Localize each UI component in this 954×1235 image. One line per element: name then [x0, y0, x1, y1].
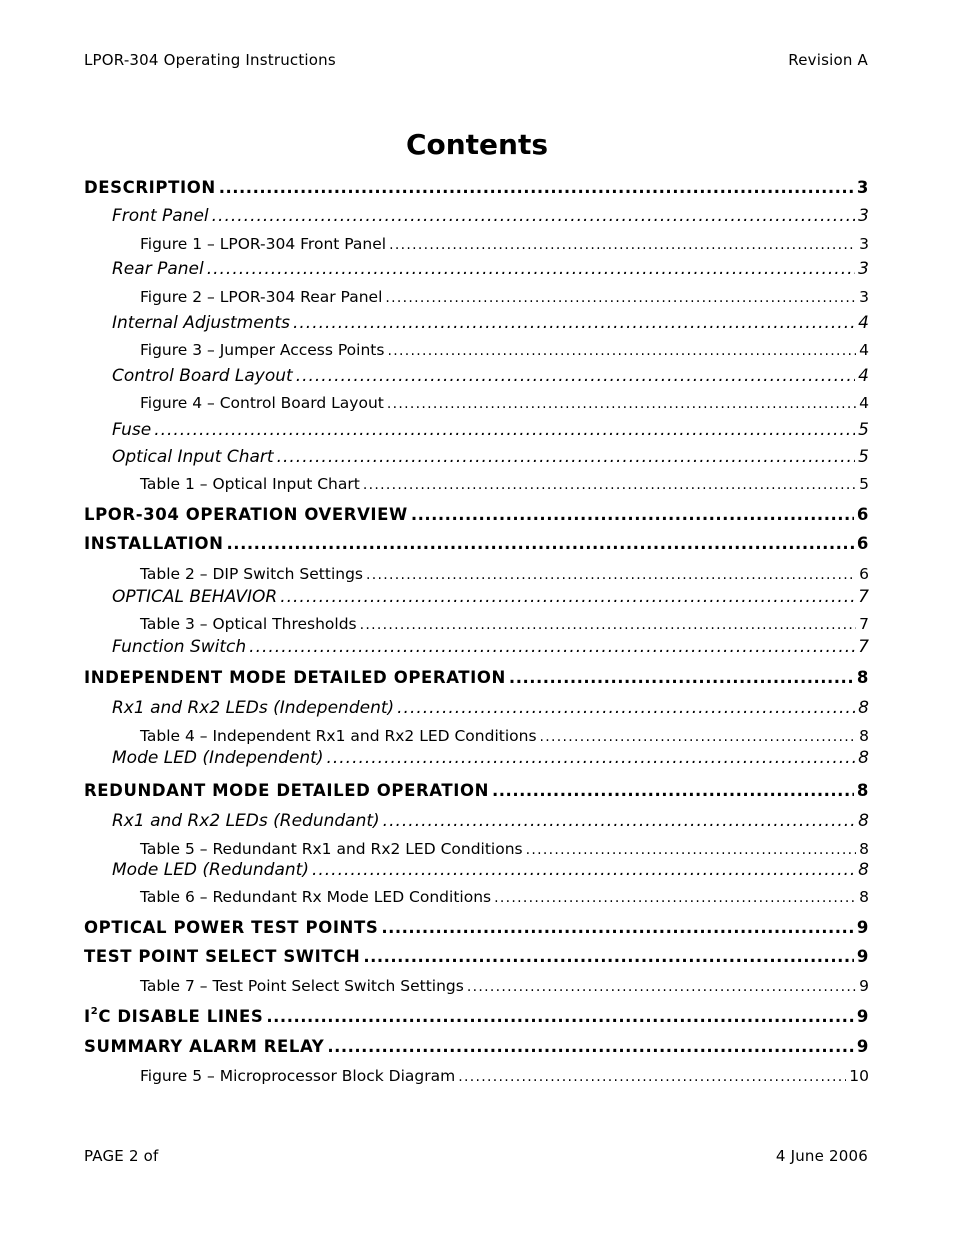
toc-dot-leader: [360, 617, 857, 633]
header-document-title: LPOR-304 Operating Instructions: [84, 51, 336, 69]
toc-entry-page: 5: [858, 447, 869, 467]
toc-dot-leader: [249, 637, 855, 657]
toc-entry-level3[interactable]: [140, 475, 869, 493]
toc-dot-leader: [212, 206, 856, 226]
toc-entry-label: DESCRIPTION: [84, 178, 216, 197]
toc-entry-label: Table 7 – Test Point Select Switch Settings: [140, 977, 464, 995]
toc-entry-level1[interactable]: [84, 668, 869, 687]
toc-entry-label: REDUNDANT MODE DETAILED OPERATION: [84, 781, 490, 800]
toc-entry-page: 10: [849, 1067, 869, 1085]
footer-date: 4 June 2006: [775, 1147, 868, 1165]
footer-page-number: PAGE 2 of: [84, 1147, 159, 1165]
page-title: Contents: [405, 128, 549, 161]
toc-dot-leader: [363, 947, 854, 966]
toc-entry-level2[interactable]: [112, 259, 869, 279]
toc-entry-label: Control Board Layout: [112, 366, 293, 386]
toc-entry-level2[interactable]: [112, 206, 869, 226]
toc-entry-label: INDEPENDENT MODE DETAILED OPERATION: [84, 668, 506, 687]
toc-entry-level3[interactable]: [140, 840, 869, 858]
toc-entry-label: Internal Adjustments: [112, 313, 290, 333]
toc-entry-label: Figure 1 – LPOR-304 Front Panel: [140, 235, 387, 253]
toc-entry-label: INSTALLATION: [84, 534, 224, 553]
toc-dot-leader: [293, 313, 855, 333]
toc-entry-level1[interactable]: [84, 178, 869, 197]
toc-entry-page: 8: [858, 748, 869, 768]
toc-entry-page: 3: [859, 235, 869, 253]
toc-entry-label: Figure 2 – LPOR-304 Rear Panel: [140, 288, 383, 306]
toc-entry-level3[interactable]: [140, 394, 869, 412]
toc-entry-level3[interactable]: [140, 1067, 869, 1085]
toc-dot-leader: [326, 748, 855, 768]
toc-dot-leader: [411, 505, 854, 524]
toc-entry-label: OPTICAL BEHAVIOR: [112, 587, 278, 607]
toc-entry-label: Mode LED (Independent): [112, 748, 324, 768]
toc-entry-label: Table 6 – Redundant Rx Mode LED Conditions: [140, 888, 492, 906]
toc-entry-level3[interactable]: [140, 565, 869, 583]
header-revision: Revision A: [788, 51, 868, 69]
toc-entry-page: 9: [856, 1037, 869, 1056]
toc-dot-leader: [381, 918, 854, 937]
toc-dot-leader: [266, 1007, 854, 1026]
toc-entry-label: SUMMARY ALARM RELAY: [84, 1037, 325, 1056]
toc-entry-label: OPTICAL POWER TEST POINTS: [84, 918, 379, 937]
toc-dot-leader: [280, 587, 855, 607]
toc-entry-page: 5: [859, 475, 869, 493]
toc-dot-leader: [385, 290, 856, 306]
toc-entry-page: 8: [859, 840, 869, 858]
toc-entry-label: Figure 5 – Microprocessor Block Diagram: [140, 1067, 456, 1085]
toc-dot-leader: [387, 396, 856, 412]
toc-dot-leader: [509, 668, 854, 687]
toc-entry-level1[interactable]: [84, 505, 869, 524]
toc-dot-leader: [494, 890, 856, 906]
toc-entry-level1[interactable]: [84, 1037, 869, 1056]
toc-entry-page: 4: [859, 341, 869, 359]
toc-dot-leader: [277, 447, 856, 467]
toc-entry-page: 9: [859, 977, 869, 995]
toc-entry-page: 9: [856, 918, 869, 937]
toc-entry-level2[interactable]: [112, 698, 869, 718]
toc-entry-page: 8: [856, 781, 869, 800]
toc-entry-level2[interactable]: [112, 748, 869, 768]
toc-entry-page: 6: [859, 565, 869, 583]
toc-entry-label: LPOR-304 OPERATION OVERVIEW: [84, 505, 408, 524]
toc-entry-page: 4: [858, 313, 869, 333]
toc-dot-leader: [540, 729, 857, 745]
toc-entry-page: 9: [856, 1007, 869, 1026]
toc-entry-level1[interactable]: [84, 918, 869, 937]
toc-dot-leader: [296, 366, 855, 386]
toc-entry-page: 6: [856, 505, 869, 524]
toc-dot-leader: [458, 1069, 846, 1085]
toc-entry-page: 4: [859, 394, 869, 412]
toc-entry-page: 8: [859, 727, 869, 745]
toc-entry-page: 3: [859, 288, 869, 306]
toc-dot-leader: [327, 1037, 854, 1056]
toc-dot-leader: [526, 842, 857, 858]
toc-entry-level2[interactable]: [112, 637, 869, 657]
toc-entry-level3[interactable]: [140, 977, 869, 995]
toc-entry-page: 7: [858, 637, 869, 657]
toc-entry-label: TEST POINT SELECT SWITCH: [84, 947, 361, 966]
toc-entry-label: Mode LED (Redundant): [112, 860, 309, 880]
toc-entry-level2[interactable]: [112, 447, 869, 467]
toc-entry-page: 8: [859, 888, 869, 906]
toc-entry-page: 3: [856, 178, 869, 197]
toc-entry-label: Rx1 and Rx2 LEDs (Independent): [112, 698, 395, 718]
toc-entry-level3[interactable]: [140, 235, 869, 253]
toc-entry-page: 3: [858, 206, 869, 226]
toc-entry-label: $I^2C$ DISABLE LINES: [84, 1005, 264, 1026]
toc-entry-level2[interactable]: [112, 587, 869, 607]
toc-entry-level3[interactable]: [140, 288, 869, 306]
toc-entry-level2[interactable]: [112, 366, 869, 386]
toc-entry-label: Rx1 and Rx2 LEDs (Redundant): [112, 811, 380, 831]
toc-dot-leader: [366, 567, 856, 583]
toc-entry-label: Figure 3 – Jumper Access Points: [140, 341, 385, 359]
toc-entry-label: Table 5 – Redundant Rx1 and Rx2 LED Conditions: [140, 840, 523, 858]
toc-entry-level1[interactable]: [84, 534, 869, 553]
toc-entry-level3[interactable]: [140, 341, 869, 359]
toc-entry-level2[interactable]: [112, 313, 869, 333]
toc-entry-level1[interactable]: [84, 781, 869, 800]
toc-entry-label: Optical Input Chart: [112, 447, 274, 467]
toc-entry-level1[interactable]: [84, 947, 869, 966]
toc-entry-label: Function Switch: [112, 637, 247, 657]
toc-entry-level2[interactable]: [112, 420, 869, 440]
toc-entry-label: Table 1 – Optical Input Chart: [140, 475, 360, 493]
toc-dot-leader: [154, 420, 855, 440]
toc-dot-leader: [312, 860, 855, 880]
toc-entry-page: 8: [858, 698, 869, 718]
toc-entry-level3[interactable]: [140, 615, 869, 633]
toc-entry-level3[interactable]: [140, 888, 869, 906]
toc-entry-page: 6: [856, 534, 869, 553]
toc-entry-label: Table 4 – Independent Rx1 and Rx2 LED Conditions: [140, 727, 537, 745]
toc-entry-level2[interactable]: [112, 860, 869, 880]
toc-entry-label: Table 2 – DIP Switch Settings: [140, 565, 364, 583]
toc-entry-page: 4: [858, 366, 869, 386]
toc-entry-level2[interactable]: [112, 811, 869, 831]
toc-dot-leader: [387, 343, 856, 359]
toc-entry-page: 3: [858, 259, 869, 279]
toc-entry-level1[interactable]: [84, 1007, 869, 1026]
toc-dot-leader: [397, 698, 855, 718]
toc-dot-leader: [363, 477, 856, 493]
toc-entry-label: Figure 4 – Control Board Layout: [140, 394, 384, 412]
toc-entry-level3[interactable]: [140, 727, 869, 745]
toc-dot-leader: [227, 534, 854, 553]
toc-entry-page: 8: [858, 860, 869, 880]
toc-dot-leader: [383, 811, 856, 831]
toc-entry-page: 7: [859, 615, 869, 633]
toc-dot-leader: [492, 781, 854, 800]
toc-entry-page: 8: [856, 668, 869, 687]
toc-dot-leader: [467, 979, 856, 995]
toc-dot-leader: [207, 259, 855, 279]
toc-entry-page: 8: [858, 811, 869, 831]
toc-dot-leader: [389, 237, 856, 253]
toc-entry-label: Table 3 – Optical Thresholds: [140, 615, 357, 633]
toc-entry-page: 9: [856, 947, 869, 966]
toc-entry-label: Fuse: [112, 420, 152, 440]
toc-entry-label: Rear Panel: [112, 259, 204, 279]
toc-dot-leader: [219, 178, 854, 197]
toc-entry-page: 5: [858, 420, 869, 440]
toc-entry-page: 7: [858, 587, 869, 607]
toc-entry-label: Front Panel: [112, 206, 209, 226]
